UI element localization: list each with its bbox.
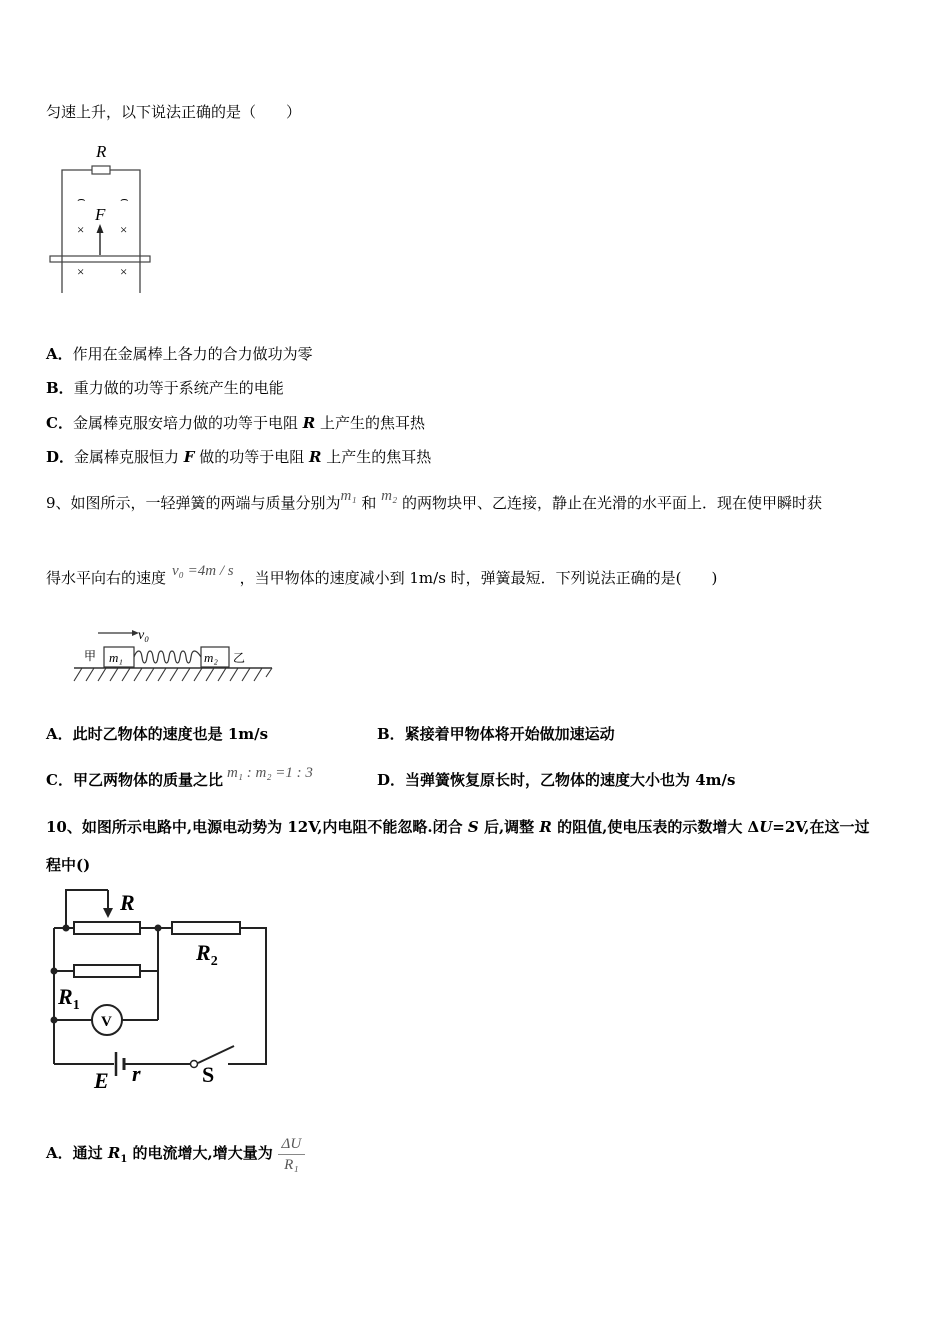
option-key: A．	[46, 1144, 73, 1162]
node	[155, 925, 162, 932]
m2-symbol: m₂	[381, 488, 398, 504]
node	[63, 925, 70, 932]
option-text: 作用在金属棒上各力的合力做功为零	[72, 345, 313, 363]
figure-circuit	[44, 880, 276, 1095]
stem-text: 的两物块甲、乙连接，静止在光滑的水平面上．现在使甲瞬时获	[397, 494, 822, 512]
m1-symbol: m₁	[340, 488, 357, 504]
var-r: R	[302, 414, 316, 432]
stem-text: 10、如图所示电路中,电源电动势为 12V,内电阻不能忽略.闭合	[46, 818, 468, 836]
voltmeter-label: V	[101, 1014, 112, 1030]
field-arc-1: ⌢	[77, 191, 86, 206]
node	[51, 1017, 58, 1024]
q10-stem-line2: 程中()	[46, 856, 91, 874]
switch-blade	[198, 1046, 234, 1063]
option-text: 做的功等于电阻	[194, 448, 309, 466]
label-switch: S	[202, 1062, 215, 1087]
stem-text: 得水平向右的速度	[46, 569, 167, 587]
option-key: A．	[46, 345, 73, 363]
field-cross-2: ×	[120, 222, 128, 237]
label-r1: $R_1$	[58, 984, 80, 1013]
option-text: 重力做的功等于系统产生的电能	[73, 379, 284, 397]
option-c-q9	[46, 765, 313, 791]
var-u: U	[759, 818, 773, 836]
question-intro: 匀速上升，以下说法正确的是（ ）	[46, 103, 302, 121]
ground-hatching	[74, 668, 272, 681]
stem-text: =2V,在这一过	[772, 818, 870, 836]
stem-text: 和	[356, 494, 382, 512]
option-text: 上产生的焦耳热	[315, 414, 425, 432]
option-text: 金属棒克服恒力	[74, 448, 184, 466]
label-e: E	[94, 1068, 109, 1093]
label-r: R	[120, 890, 135, 915]
option-a-q8	[46, 344, 313, 364]
var-r: R	[107, 1144, 121, 1162]
var-r: R	[309, 448, 322, 466]
option-a-q10	[46, 1127, 305, 1186]
option-key: C．	[46, 414, 73, 432]
q9-stem-line2	[46, 563, 718, 589]
var-f: F	[183, 448, 195, 466]
option-key: B．	[46, 379, 74, 397]
var-sub: 1	[120, 1154, 128, 1165]
option-c-q8	[46, 413, 425, 433]
resistor-symbol	[92, 166, 110, 174]
node	[51, 968, 58, 975]
q9-stem-line1	[46, 488, 822, 514]
option-a-q9: A．此时乙物体的速度也是 1m/s	[46, 725, 269, 743]
block-yi-label: 乙	[233, 651, 246, 665]
field-arc-2: ⌢	[120, 191, 129, 206]
switch-contact	[191, 1061, 198, 1068]
force-arrowhead	[97, 224, 104, 233]
fraction-numerator: ΔU	[278, 1134, 306, 1155]
stem-text: 的阻值,使电压表的示数增大 Δ	[551, 818, 760, 836]
field-cross-4: ×	[120, 264, 128, 279]
option-key: D．	[46, 448, 75, 466]
m2-label: m₂	[204, 650, 218, 665]
v0-label: v₀	[138, 628, 150, 643]
option-d-q9: D．当弹簧恢复原长时，乙物体的速度大小也为 4m/s	[377, 771, 736, 789]
force-label: F	[95, 205, 106, 224]
spring	[134, 651, 201, 663]
fraction-denominator: R₁	[284, 1156, 299, 1173]
q10-stem-line1	[46, 817, 870, 837]
figure-rail-circuit	[44, 140, 160, 300]
var-s: S	[467, 818, 479, 836]
var-r: R	[539, 818, 552, 836]
resistor-label: R	[96, 142, 107, 161]
option-text: 金属棒克服安培力做的功等于电阻	[72, 414, 303, 432]
fraction-delta-u-over-r1	[278, 1134, 306, 1175]
option-b-q9: B．紧接着甲物体将开始做加速运动	[377, 725, 615, 743]
stem-text: 后,调整	[478, 818, 540, 836]
resistor-r1	[74, 965, 140, 977]
m1-label: m₁	[109, 650, 123, 665]
field-cross-3: ×	[77, 264, 85, 279]
rheostat-r	[74, 922, 140, 934]
option-text: C．甲乙两物体的质量之比	[46, 771, 223, 789]
option-d-q8	[46, 447, 431, 467]
wire-right	[228, 928, 266, 1064]
resistor-r2	[172, 922, 240, 934]
block-jia-label: 甲	[84, 649, 97, 663]
mass-ratio-expression: m₁ : m₂ =1 : 3	[226, 765, 313, 781]
slider-arrowhead	[103, 908, 113, 918]
label-internal-r: r	[132, 1061, 141, 1086]
option-text: 通过	[72, 1144, 108, 1162]
figure-spring-blocks	[70, 625, 280, 689]
metal-bar	[50, 256, 150, 262]
label-r2: $R_2$	[196, 940, 218, 969]
option-text: 上产生的焦耳热	[321, 448, 432, 466]
field-cross-1: ×	[77, 222, 85, 237]
v0-expression: v₀ =4m / s	[172, 563, 234, 579]
option-b-q8	[46, 378, 284, 398]
option-text: 的电流增大,增大量为	[127, 1144, 273, 1162]
stem-text: ，当甲物体的速度减小到 1m/s 时，弹簧最短．下列说法正确的是( )	[239, 569, 718, 587]
stem-text: 9、如图所示，一轻弹簧的两端与质量分别为	[46, 494, 341, 512]
